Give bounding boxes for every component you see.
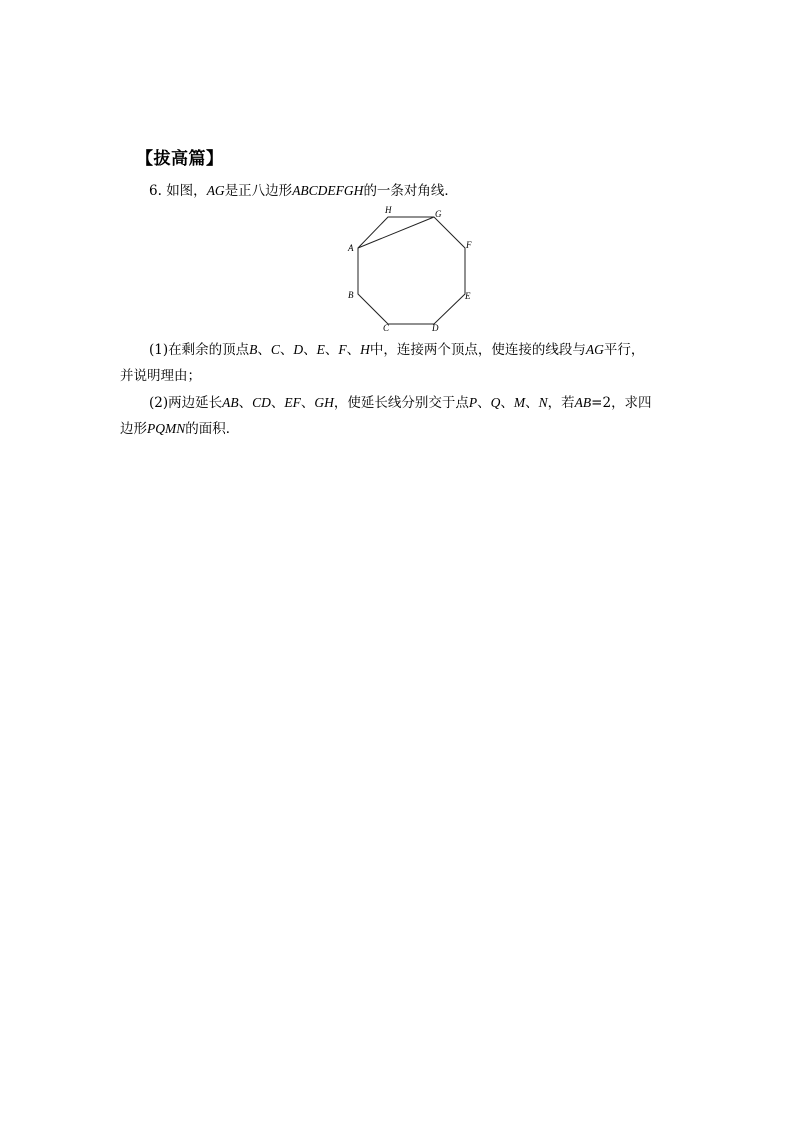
part2-line2 <box>120 419 239 439</box>
vertex-label-d: D <box>432 323 439 333</box>
separator: 、 <box>300 395 315 411</box>
question-stem <box>149 181 458 201</box>
vertex-c: C <box>270 342 280 357</box>
separator: 、 <box>346 342 361 358</box>
point-p: P <box>468 395 478 410</box>
separator: 、 <box>525 395 539 411</box>
octagon-outline <box>358 217 465 324</box>
vertex-f: F <box>338 342 347 357</box>
vertex-label-f: F <box>466 240 472 250</box>
segment-cd: CD <box>252 395 271 410</box>
part2-line1 <box>149 393 652 413</box>
separator: 、 <box>303 342 317 358</box>
part1-text: (1)在剩余的顶点 <box>149 342 250 358</box>
segment-ef: EF <box>284 395 301 410</box>
vertex-d: D <box>293 342 304 357</box>
separator: 、 <box>324 342 339 358</box>
vertex-h: H <box>360 342 370 357</box>
point-m: M <box>513 395 526 410</box>
vertex-label-b: B <box>348 290 354 300</box>
section-title: 【拔高篇】 <box>136 149 224 169</box>
separator: 、 <box>500 395 514 411</box>
vertex-label-a: A <box>348 243 354 253</box>
stem-prefix: 如图， <box>166 183 207 199</box>
separator: 、 <box>477 395 491 411</box>
separator: 、 <box>238 395 253 411</box>
separator: 、 <box>257 342 271 358</box>
segment-ag: AG <box>585 342 604 357</box>
diagonal-name: AG <box>206 183 225 198</box>
part2-text: ，求四 <box>611 395 652 411</box>
vertex-b: B <box>249 342 258 357</box>
quadrilateral-name: PQMN <box>147 421 186 436</box>
part2-text: ，若 <box>547 395 575 411</box>
octagon-figure <box>335 200 485 335</box>
part2-text: 的面积． <box>185 421 240 437</box>
vertex-e: E <box>316 342 325 357</box>
polygon-name: ABCDEFGH <box>292 183 364 198</box>
segment-ab: AB <box>222 395 239 410</box>
vertex-label-g: G <box>435 209 442 219</box>
diagonal-ag <box>358 217 434 248</box>
part1-text: 中，连接两个顶点，使连接的线段与 <box>369 342 586 358</box>
stem-mid: 是正八边形 <box>224 183 293 199</box>
separator: 、 <box>279 342 294 358</box>
part2-text: 边形 <box>120 421 147 437</box>
part2-text: ，使延长线分别交于点 <box>333 395 469 411</box>
part1-line1 <box>149 340 644 360</box>
part1-line2: 并说明理由； <box>120 368 201 384</box>
part2-text: (2)两边延长 <box>149 395 223 411</box>
condition-value: =2 <box>591 395 612 411</box>
condition-segment: AB <box>574 395 592 410</box>
vertex-label-c: C <box>383 323 390 333</box>
part1-text: 平行， <box>603 342 645 358</box>
question-number: 6. <box>149 183 162 199</box>
vertex-label-h: H <box>385 205 392 215</box>
point-q: Q <box>490 395 501 410</box>
stem-suffix: 的一条对角线． <box>363 183 458 199</box>
segment-gh: GH <box>314 395 334 410</box>
vertex-label-e: E <box>465 291 471 301</box>
separator: 、 <box>270 395 285 411</box>
point-n: N <box>538 395 548 410</box>
